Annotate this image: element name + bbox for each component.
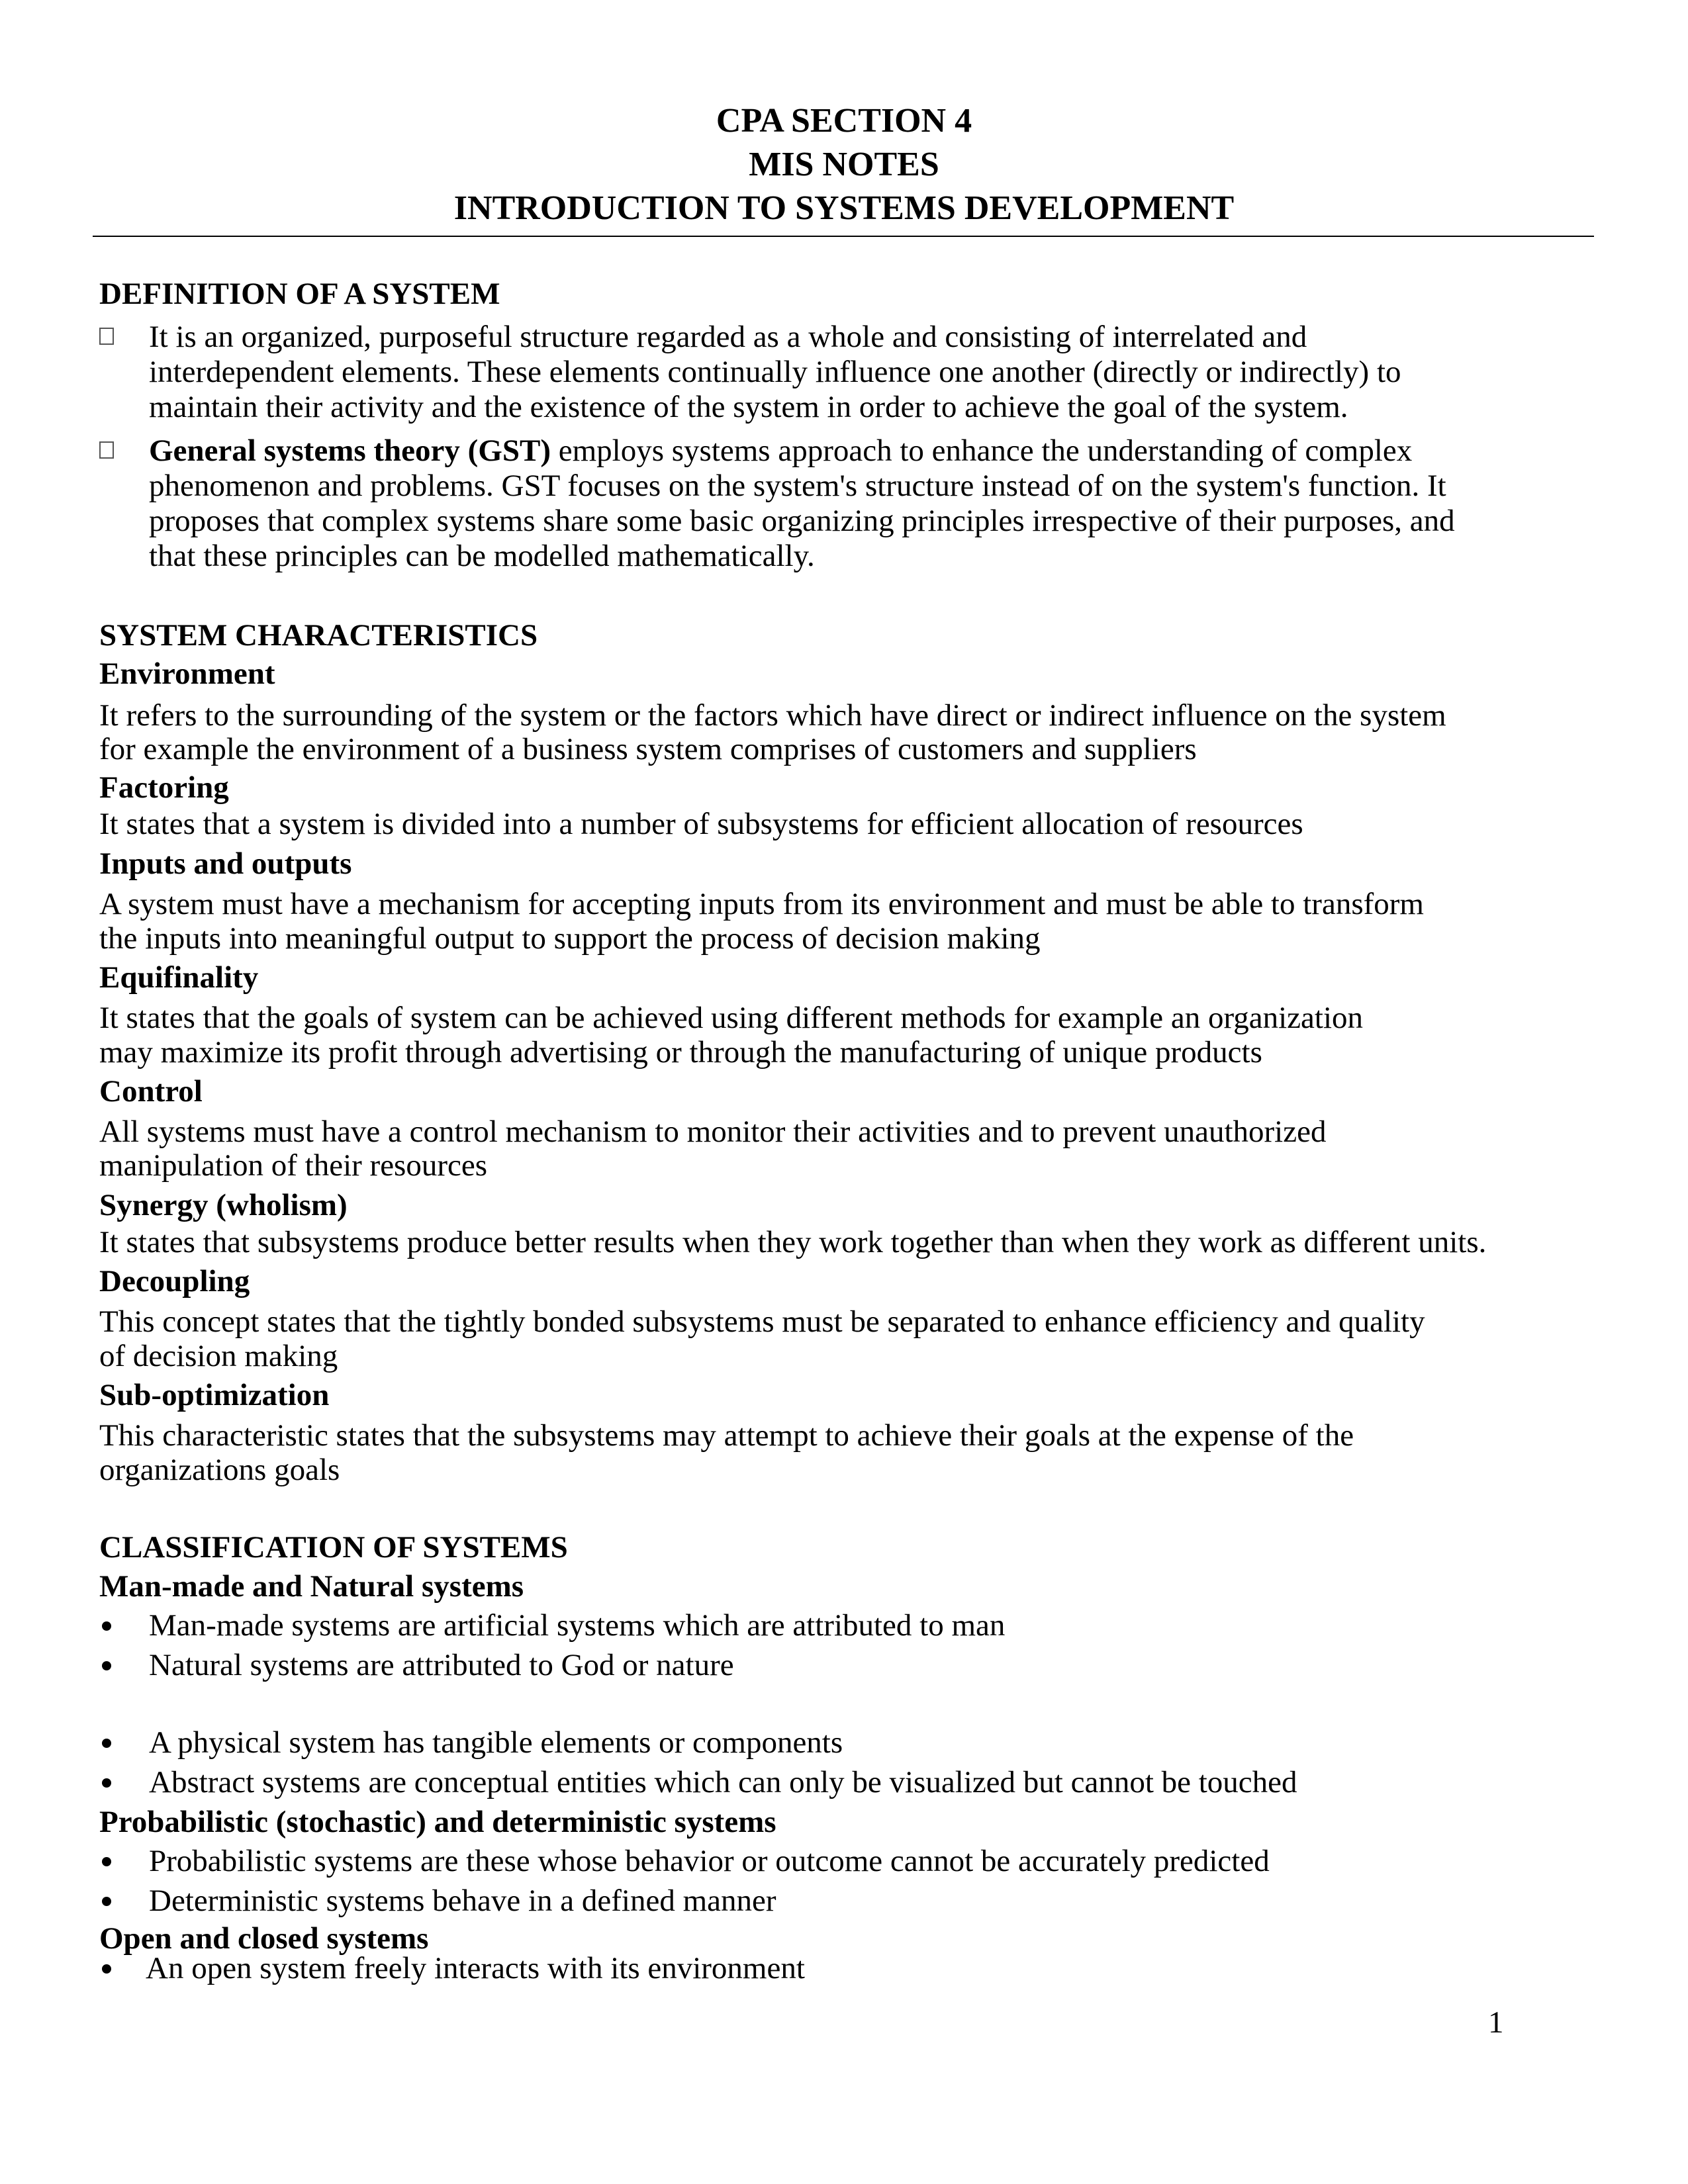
bullet-dot-icon	[102, 1964, 111, 1974]
bullet-text: A physical system has tangible elements or components	[149, 1725, 843, 1760]
section-heading-characteristics: SYSTEM CHARACTERISTICS	[99, 618, 538, 653]
characteristic-text: It refers to the surrounding of the system or the factors which have direct or indirect influence on the system	[99, 698, 1446, 733]
characteristic-title: Sub-optimization	[99, 1378, 330, 1412]
bullet-dot-icon	[102, 1739, 111, 1748]
characteristic-text: All systems must have a control mechanism to monitor their activities and to prevent unauthorized	[99, 1115, 1327, 1149]
doc-title-line-3: INTRODUCTION TO SYSTEMS DEVELOPMENT	[453, 189, 1235, 227]
bullet-text: Man-made systems are artificial systems which are attributed to man	[149, 1608, 1006, 1643]
checkbox-bullet-icon	[99, 328, 114, 345]
bullet-text: Abstract systems are conceptual entities which can only be visualized but cannot be touched	[149, 1765, 1297, 1799]
doc-title-line-2: MIS NOTES	[749, 146, 939, 183]
bullet-dot-icon	[102, 1621, 111, 1631]
bullet-text: Deterministic systems behave in a defined manner	[149, 1884, 776, 1918]
characteristic-text: This concept states that the tightly bonded subsystems must be separated to enhance efficiency and quality	[99, 1304, 1425, 1339]
bullet-dot-icon	[102, 1897, 111, 1906]
bullet-dot-icon	[102, 1857, 111, 1866]
bullet-text: An open system freely interacts with its environment	[146, 1951, 805, 1985]
gst-term: General systems theory (GST)	[149, 433, 551, 468]
definition-para-2-line-2: phenomenon and problems. GST focuses on the system's structure instead of on the system's function. It	[149, 469, 1446, 503]
characteristic-title: Control	[99, 1074, 203, 1109]
definition-para-2-line-1	[149, 433, 1412, 469]
definition-para-1-line-3: maintain their activity and the existence of the system in order to achieve the goal of the system.	[149, 390, 1348, 424]
subheading-probabilistic-deterministic: Probabilistic (stochastic) and deterministic systems	[99, 1805, 776, 1839]
characteristic-title: Synergy (wholism)	[99, 1188, 348, 1222]
page-number: 1	[1488, 2005, 1504, 2040]
characteristic-text: of decision making	[99, 1339, 338, 1373]
characteristic-text: organizations goals	[99, 1453, 340, 1487]
gst-lead-text: employs systems approach to enhance the understanding of complex	[550, 433, 1413, 468]
characteristic-text: manipulation of their resources	[99, 1148, 488, 1183]
title-divider	[93, 236, 1594, 237]
bullet-dot-icon	[102, 1778, 111, 1788]
characteristic-text: the inputs into meaningful output to support the process of decision making	[99, 921, 1041, 956]
definition-para-2-line-4: that these principles can be modelled mathematically.	[149, 539, 815, 573]
bullet-text: Natural systems are attributed to God or nature	[149, 1648, 734, 1682]
characteristic-title: Environment	[99, 657, 275, 691]
definition-para-1-line-1: It is an organized, purposeful structure regarded as a whole and consisting of interrelated and	[149, 320, 1307, 354]
characteristic-title: Equifinality	[99, 960, 259, 995]
characteristic-title: Decoupling	[99, 1264, 250, 1298]
characteristic-title: Factoring	[99, 770, 229, 805]
definition-para-2-line-3: proposes that complex systems share some basic organizing principles irrespective of their purposes, and	[149, 504, 1455, 538]
doc-title-line-1: CPA SECTION 4	[716, 102, 972, 140]
characteristic-text: for example the environment of a business system comprises of customers and suppliers	[99, 732, 1197, 766]
definition-para-1-line-2: interdependent elements. These elements continually influence one another (directly or indirectly) to	[149, 355, 1401, 389]
characteristic-text: This characteristic states that the subsystems may attempt to achieve their goals at the expense of the	[99, 1418, 1354, 1453]
subheading-open-closed: Open and closed systems	[99, 1921, 429, 1956]
characteristic-text: A system must have a mechanism for accepting inputs from its environment and must be able to transform	[99, 887, 1424, 921]
characteristic-text: may maximize its profit through advertising or through the manufacturing of unique products	[99, 1035, 1262, 1069]
subheading-manmade-natural: Man-made and Natural systems	[99, 1569, 524, 1604]
characteristic-text: It states that subsystems produce better results when they work together than when they work as different units.	[99, 1225, 1487, 1259]
characteristic-text: It states that the goals of system can be achieved using different methods for example an organization	[99, 1001, 1364, 1035]
checkbox-bullet-icon	[99, 441, 114, 459]
bullet-text: Probabilistic systems are these whose behavior or outcome cannot be accurately predicted	[149, 1844, 1270, 1878]
section-heading-classification: CLASSIFICATION OF SYSTEMS	[99, 1530, 568, 1565]
section-heading-definition: DEFINITION OF A SYSTEM	[99, 277, 500, 311]
characteristic-text: It states that a system is divided into a number of subsystems for efficient allocation of resources	[99, 807, 1303, 841]
bullet-dot-icon	[102, 1661, 111, 1670]
characteristic-title: Inputs and outputs	[99, 846, 352, 881]
